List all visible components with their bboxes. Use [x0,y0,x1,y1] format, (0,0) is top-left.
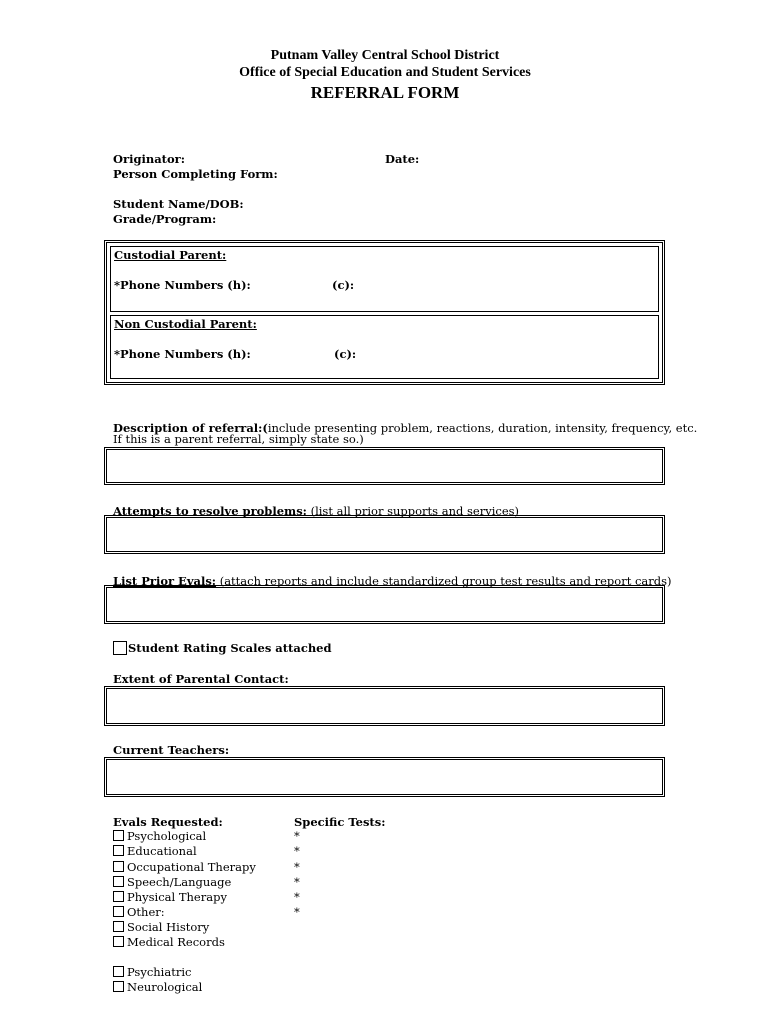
description-label: Description of referral:( [113,421,268,435]
page-title: REFERRAL FORM [310,83,460,102]
evals-requested-title: Evals Requested: [113,815,223,829]
eval-checkbox[interactable] [113,830,124,841]
eval-checkbox[interactable] [113,891,124,902]
specific-test-bullet: * [294,875,300,889]
parental-contact-label: Extent of Parental Contact: [113,672,289,686]
eval-option[interactable] [113,890,227,904]
non-custodial-parent-title: Non Custodial Parent: [114,317,257,331]
prior-evals-note: (attach reports and include standardized group test results and report cards) [216,574,672,588]
eval-option-label: Occupational Therapy [127,860,256,874]
rating-scales-label: Student Rating Scales attached [128,641,332,655]
eval-checkbox[interactable] [113,936,124,947]
description-note-2: If this is a parent referral, simply state so.) [113,432,364,446]
eval-option-label: Psychiatric [127,965,192,979]
eval-option[interactable] [113,935,225,949]
non-custodial-phone-cell-label: (c): [334,347,357,361]
specific-test-bullet: * [294,890,300,904]
office-name: Office of Special Education and Student Services [239,65,531,80]
eval-checkbox[interactable] [113,906,124,917]
current-teachers-field[interactable] [104,757,665,797]
rating-scales-checkbox[interactable] [113,641,127,655]
eval-option[interactable] [113,905,165,919]
prior-evals-label: List Prior Evals: [113,574,217,588]
parental-contact-field[interactable] [104,686,665,726]
eval-checkbox[interactable] [113,966,124,977]
eval-option-label: Neurological [127,980,203,994]
eval-option-label: Educational [127,844,197,858]
eval-option-label: Physical Therapy [127,890,227,904]
description-note-1: include presenting problem, reactions, duration, intensity, frequency, etc. [267,421,698,435]
eval-option[interactable] [113,844,197,858]
eval-checkbox[interactable] [113,876,124,887]
eval-checkbox[interactable] [113,861,124,872]
district-name: Putnam Valley Central School District [270,48,500,63]
eval-checkbox[interactable] [113,921,124,932]
eval-option-label: Social History [127,920,210,934]
eval-option-label: Speech/Language [127,875,232,889]
prior-evals-field[interactable] [104,585,665,624]
eval-checkbox[interactable] [113,845,124,856]
grade-program-label: Grade/Program: [113,212,217,226]
eval-option[interactable] [113,965,191,979]
eval-option-label: Medical Records [127,935,225,949]
custodial-phone-cell-label: (c): [332,278,355,292]
eval-checkbox[interactable] [113,981,124,992]
eval-option[interactable] [113,829,206,843]
date-label: Date: [385,152,420,166]
eval-option-label: Other: [127,905,165,919]
specific-test-bullet: * [294,844,300,858]
non-custodial-phone-home-label: *Phone Numbers (h): [114,347,251,361]
eval-option[interactable] [113,980,202,994]
eval-option[interactable] [113,875,231,889]
eval-option[interactable] [113,860,256,874]
person-completing-label: Person Completing Form: [113,167,278,181]
attempts-field[interactable] [104,515,665,554]
custodial-phone-home-label: *Phone Numbers (h): [114,278,251,292]
specific-test-bullet: * [294,829,300,843]
originator-label: Originator: [113,152,185,166]
specific-tests-title: Specific Tests: [294,815,386,829]
custodial-parent-title: Custodial Parent: [114,248,227,262]
specific-test-bullet: * [294,905,300,919]
eval-option[interactable] [113,920,209,934]
rating-scales-row[interactable] [113,641,332,655]
specific-test-bullet: * [294,860,300,874]
attempts-note: (list all prior supports and services) [306,504,520,518]
attempts-label: Attempts to resolve problems: [113,504,307,518]
current-teachers-label: Current Teachers: [113,743,230,757]
eval-option-label: Psychological [127,829,207,843]
description-field[interactable] [104,447,665,485]
student-name-dob-label: Student Name/DOB: [113,197,244,211]
